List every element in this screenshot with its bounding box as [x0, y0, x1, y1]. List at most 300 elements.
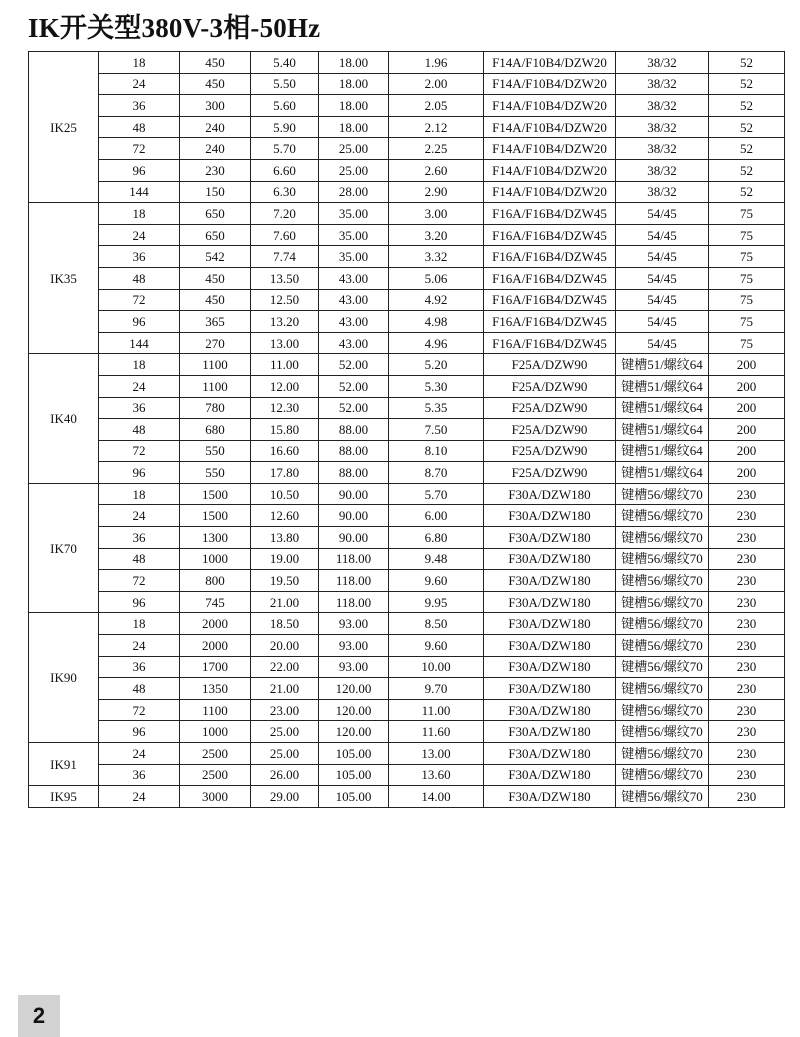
table-cell: 24 — [99, 786, 180, 808]
table-row — [29, 419, 785, 441]
table-cell: 12.30 — [251, 397, 319, 419]
table-cell: 2.90 — [389, 181, 484, 203]
table-cell: 52.00 — [319, 397, 389, 419]
table-cell: 48 — [99, 548, 180, 570]
table-cell: F30A/DZW180 — [484, 721, 616, 743]
table-row — [29, 181, 785, 203]
table-row — [29, 527, 785, 549]
table-cell: F16A/F16B4/DZW45 — [484, 332, 616, 354]
table-cell: F30A/DZW180 — [484, 505, 616, 527]
table-cell: 5.70 — [389, 483, 484, 505]
table-cell: 240 — [180, 116, 251, 138]
table-cell: 键槽56/螺纹70 — [616, 635, 709, 657]
table-cell: 90.00 — [319, 505, 389, 527]
table-cell: 22.00 — [251, 656, 319, 678]
table-cell: F25A/DZW90 — [484, 375, 616, 397]
table-row — [29, 613, 785, 635]
table-cell: 72 — [99, 289, 180, 311]
table-cell: 1500 — [180, 483, 251, 505]
table-row — [29, 635, 785, 657]
table-cell: 270 — [180, 332, 251, 354]
table-cell: F30A/DZW180 — [484, 699, 616, 721]
table-cell: 1350 — [180, 678, 251, 700]
table-cell: 3.20 — [389, 224, 484, 246]
table-row — [29, 764, 785, 786]
table-cell: 230 — [709, 656, 785, 678]
table-cell: 118.00 — [319, 591, 389, 613]
table-cell: 19.00 — [251, 548, 319, 570]
table-cell: 48 — [99, 678, 180, 700]
table-cell: 800 — [180, 570, 251, 592]
table-cell: 230 — [709, 613, 785, 635]
table-cell: 24 — [99, 635, 180, 657]
table-cell: 24 — [99, 375, 180, 397]
table-cell: 25.00 — [319, 138, 389, 160]
table-cell: 3.00 — [389, 203, 484, 225]
table-cell: 680 — [180, 419, 251, 441]
table-cell: 键槽56/螺纹70 — [616, 527, 709, 549]
table-cell: 38/32 — [616, 138, 709, 160]
table-cell: 93.00 — [319, 613, 389, 635]
table-cell: 48 — [99, 419, 180, 441]
table-cell: 7.50 — [389, 419, 484, 441]
table-cell: 54/45 — [616, 311, 709, 333]
table-cell: 10.00 — [389, 656, 484, 678]
table-cell: 38/32 — [616, 73, 709, 95]
table-cell: 150 — [180, 181, 251, 203]
table-row — [29, 591, 785, 613]
table-row — [29, 721, 785, 743]
table-row — [29, 73, 785, 95]
table-cell: F30A/DZW180 — [484, 656, 616, 678]
table-cell: 200 — [709, 375, 785, 397]
page-number: 2 — [18, 995, 60, 1037]
table-cell: 25.00 — [251, 721, 319, 743]
table-row — [29, 678, 785, 700]
model-cell: IK70 — [29, 483, 99, 613]
table-row — [29, 138, 785, 160]
table-cell: 43.00 — [319, 332, 389, 354]
table-cell: 18 — [99, 52, 180, 74]
table-cell: 48 — [99, 267, 180, 289]
table-row — [29, 570, 785, 592]
table-cell: 75 — [709, 332, 785, 354]
table-row — [29, 462, 785, 484]
table-cell: 230 — [709, 483, 785, 505]
table-cell: F30A/DZW180 — [484, 483, 616, 505]
table-cell: 550 — [180, 440, 251, 462]
spec-table-body — [29, 52, 785, 808]
table-cell: 36 — [99, 246, 180, 268]
table-cell: 745 — [180, 591, 251, 613]
table-cell: 1.96 — [389, 52, 484, 74]
table-cell: F30A/DZW180 — [484, 613, 616, 635]
table-cell: 2.60 — [389, 159, 484, 181]
table-cell: 7.74 — [251, 246, 319, 268]
table-cell: 3000 — [180, 786, 251, 808]
model-cell: IK35 — [29, 203, 99, 354]
table-cell: 88.00 — [319, 419, 389, 441]
table-cell: 键槽51/螺纹64 — [616, 354, 709, 376]
table-cell: 54/45 — [616, 332, 709, 354]
table-cell: 450 — [180, 73, 251, 95]
table-cell: F30A/DZW180 — [484, 570, 616, 592]
table-cell: 6.80 — [389, 527, 484, 549]
table-cell: F30A/DZW180 — [484, 635, 616, 657]
table-cell: 1100 — [180, 699, 251, 721]
table-cell: 1700 — [180, 656, 251, 678]
table-cell: 96 — [99, 591, 180, 613]
table-cell: 9.60 — [389, 635, 484, 657]
table-cell: 2.12 — [389, 116, 484, 138]
table-cell: 230 — [709, 570, 785, 592]
table-cell: 1500 — [180, 505, 251, 527]
table-cell: F25A/DZW90 — [484, 419, 616, 441]
table-cell: 52.00 — [319, 354, 389, 376]
table-cell: 4.96 — [389, 332, 484, 354]
table-cell: 88.00 — [319, 462, 389, 484]
table-cell: F30A/DZW180 — [484, 678, 616, 700]
table-cell: 230 — [709, 721, 785, 743]
table-cell: 550 — [180, 462, 251, 484]
table-cell: 200 — [709, 440, 785, 462]
model-cell: IK95 — [29, 786, 99, 808]
table-cell: 43.00 — [319, 311, 389, 333]
table-cell: 14.00 — [389, 786, 484, 808]
table-cell: 38/32 — [616, 181, 709, 203]
table-cell: 24 — [99, 73, 180, 95]
table-cell: 4.92 — [389, 289, 484, 311]
table-cell: 96 — [99, 462, 180, 484]
table-cell: 19.50 — [251, 570, 319, 592]
table-cell: 96 — [99, 159, 180, 181]
table-cell: 54/45 — [616, 289, 709, 311]
table-cell: 25.00 — [251, 743, 319, 765]
table-cell: 18.50 — [251, 613, 319, 635]
table-cell: 键槽56/螺纹70 — [616, 743, 709, 765]
table-cell: 105.00 — [319, 786, 389, 808]
table-cell: 18.00 — [319, 116, 389, 138]
table-cell: 键槽56/螺纹70 — [616, 505, 709, 527]
table-cell: 230 — [709, 764, 785, 786]
table-cell: 5.35 — [389, 397, 484, 419]
table-cell: 650 — [180, 224, 251, 246]
table-cell: 4.98 — [389, 311, 484, 333]
table-cell: F16A/F16B4/DZW45 — [484, 203, 616, 225]
table-cell: 键槽51/螺纹64 — [616, 462, 709, 484]
table-cell: F30A/DZW180 — [484, 786, 616, 808]
table-row — [29, 267, 785, 289]
table-row — [29, 483, 785, 505]
table-cell: 18 — [99, 613, 180, 635]
table-cell: 230 — [709, 786, 785, 808]
table-cell: 90.00 — [319, 483, 389, 505]
table-row — [29, 743, 785, 765]
table-cell: 键槽56/螺纹70 — [616, 764, 709, 786]
table-cell: 118.00 — [319, 548, 389, 570]
table-cell: F16A/F16B4/DZW45 — [484, 311, 616, 333]
table-cell: 52 — [709, 95, 785, 117]
table-cell: 13.80 — [251, 527, 319, 549]
table-cell: F14A/F10B4/DZW20 — [484, 181, 616, 203]
table-cell: 240 — [180, 138, 251, 160]
table-cell: 230 — [709, 635, 785, 657]
table-cell: 7.20 — [251, 203, 319, 225]
table-cell: 23.00 — [251, 699, 319, 721]
table-cell: 1000 — [180, 721, 251, 743]
table-cell: 650 — [180, 203, 251, 225]
table-cell: 18.00 — [319, 95, 389, 117]
table-cell: 11.00 — [389, 699, 484, 721]
table-cell: F14A/F10B4/DZW20 — [484, 116, 616, 138]
table-cell: 230 — [709, 527, 785, 549]
table-cell: 88.00 — [319, 440, 389, 462]
model-cell: IK25 — [29, 52, 99, 203]
table-cell: 21.00 — [251, 678, 319, 700]
table-cell: 75 — [709, 311, 785, 333]
table-cell: 2500 — [180, 743, 251, 765]
table-cell: 36 — [99, 764, 180, 786]
table-cell: 43.00 — [319, 289, 389, 311]
table-cell: 6.30 — [251, 181, 319, 203]
table-cell: 300 — [180, 95, 251, 117]
table-cell: 230 — [709, 699, 785, 721]
table-cell: 120.00 — [319, 699, 389, 721]
table-cell: 24 — [99, 743, 180, 765]
table-cell: 键槽56/螺纹70 — [616, 786, 709, 808]
table-cell: 26.00 — [251, 764, 319, 786]
table-cell: 75 — [709, 246, 785, 268]
table-cell: 230 — [709, 505, 785, 527]
table-cell: 35.00 — [319, 224, 389, 246]
table-row — [29, 289, 785, 311]
table-cell: 54/45 — [616, 224, 709, 246]
table-cell: 键槽56/螺纹70 — [616, 678, 709, 700]
table-cell: 5.90 — [251, 116, 319, 138]
table-cell: 75 — [709, 224, 785, 246]
table-cell: 365 — [180, 311, 251, 333]
table-cell: 18.00 — [319, 73, 389, 95]
table-cell: 键槽51/螺纹64 — [616, 419, 709, 441]
table-cell: 12.50 — [251, 289, 319, 311]
table-cell: 1000 — [180, 548, 251, 570]
table-cell: F14A/F10B4/DZW20 — [484, 138, 616, 160]
table-cell: F16A/F16B4/DZW45 — [484, 246, 616, 268]
table-cell: 48 — [99, 116, 180, 138]
table-cell: F16A/F16B4/DZW45 — [484, 289, 616, 311]
table-cell: 2.00 — [389, 73, 484, 95]
table-cell: F14A/F10B4/DZW20 — [484, 95, 616, 117]
table-cell: 230 — [709, 548, 785, 570]
table-cell: 1300 — [180, 527, 251, 549]
table-cell: 780 — [180, 397, 251, 419]
table-row — [29, 786, 785, 808]
table-cell: 542 — [180, 246, 251, 268]
table-cell: 9.48 — [389, 548, 484, 570]
table-row — [29, 548, 785, 570]
page-title: IK开关型380V-3相-50Hz — [28, 13, 321, 43]
spec-table — [28, 51, 785, 808]
table-cell: F30A/DZW180 — [484, 743, 616, 765]
table-cell: 450 — [180, 52, 251, 74]
table-cell: 200 — [709, 397, 785, 419]
table-cell: 54/45 — [616, 267, 709, 289]
table-cell: 8.50 — [389, 613, 484, 635]
table-cell: 24 — [99, 505, 180, 527]
table-row — [29, 375, 785, 397]
table-cell: 36 — [99, 527, 180, 549]
model-cell: IK90 — [29, 613, 99, 743]
table-row — [29, 699, 785, 721]
table-cell: F14A/F10B4/DZW20 — [484, 73, 616, 95]
table-cell: F14A/F10B4/DZW20 — [484, 159, 616, 181]
table-cell: 5.30 — [389, 375, 484, 397]
table-cell: 105.00 — [319, 743, 389, 765]
table-row — [29, 52, 785, 74]
table-cell: 52.00 — [319, 375, 389, 397]
table-cell: 144 — [99, 332, 180, 354]
model-cell: IK40 — [29, 354, 99, 484]
table-cell: 52 — [709, 159, 785, 181]
table-row — [29, 246, 785, 268]
table-cell: F25A/DZW90 — [484, 354, 616, 376]
table-cell: 12.00 — [251, 375, 319, 397]
table-cell: F25A/DZW90 — [484, 440, 616, 462]
table-cell: 18.00 — [319, 52, 389, 74]
table-cell: 52 — [709, 52, 785, 74]
table-cell: F14A/F10B4/DZW20 — [484, 52, 616, 74]
table-cell: F30A/DZW180 — [484, 591, 616, 613]
table-cell: 12.60 — [251, 505, 319, 527]
table-cell: 144 — [99, 181, 180, 203]
table-cell: 72 — [99, 570, 180, 592]
table-cell: 16.60 — [251, 440, 319, 462]
table-cell: 52 — [709, 138, 785, 160]
table-cell: 230 — [180, 159, 251, 181]
table-cell: 5.20 — [389, 354, 484, 376]
model-cell: IK91 — [29, 743, 99, 786]
table-cell: 230 — [709, 743, 785, 765]
table-cell: 9.60 — [389, 570, 484, 592]
table-cell: 230 — [709, 678, 785, 700]
table-cell: F25A/DZW90 — [484, 462, 616, 484]
table-cell: 13.00 — [251, 332, 319, 354]
table-cell: 38/32 — [616, 159, 709, 181]
table-cell: 118.00 — [319, 570, 389, 592]
table-cell: 96 — [99, 311, 180, 333]
table-cell: 9.95 — [389, 591, 484, 613]
table-cell: F16A/F16B4/DZW45 — [484, 267, 616, 289]
table-cell: 52 — [709, 116, 785, 138]
table-cell: 13.00 — [389, 743, 484, 765]
table-cell: 38/32 — [616, 95, 709, 117]
table-row — [29, 332, 785, 354]
table-cell: 20.00 — [251, 635, 319, 657]
table-cell: 键槽56/螺纹70 — [616, 721, 709, 743]
table-cell: 75 — [709, 203, 785, 225]
table-cell: 29.00 — [251, 786, 319, 808]
table-cell: F30A/DZW180 — [484, 548, 616, 570]
table-cell: 28.00 — [319, 181, 389, 203]
table-cell: 35.00 — [319, 203, 389, 225]
table-cell: 13.20 — [251, 311, 319, 333]
table-cell: 11.60 — [389, 721, 484, 743]
table-cell: 93.00 — [319, 635, 389, 657]
table-cell: F25A/DZW90 — [484, 397, 616, 419]
table-cell: 15.80 — [251, 419, 319, 441]
table-cell: 38/32 — [616, 116, 709, 138]
table-row — [29, 354, 785, 376]
table-cell: 75 — [709, 289, 785, 311]
table-cell: 键槽51/螺纹64 — [616, 397, 709, 419]
table-row — [29, 203, 785, 225]
table-cell: 11.00 — [251, 354, 319, 376]
table-cell: 120.00 — [319, 678, 389, 700]
table-cell: 键槽56/螺纹70 — [616, 548, 709, 570]
table-cell: 5.70 — [251, 138, 319, 160]
table-cell: 键槽56/螺纹70 — [616, 591, 709, 613]
table-cell: 键槽51/螺纹64 — [616, 440, 709, 462]
table-cell: 1100 — [180, 354, 251, 376]
table-cell: 13.50 — [251, 267, 319, 289]
table-cell: 105.00 — [319, 764, 389, 786]
table-cell: 25.00 — [319, 159, 389, 181]
table-cell: 75 — [709, 267, 785, 289]
table-cell: 8.70 — [389, 462, 484, 484]
table-cell: 52 — [709, 73, 785, 95]
table-cell: 键槽51/螺纹64 — [616, 375, 709, 397]
table-cell: 200 — [709, 354, 785, 376]
table-cell: 键槽56/螺纹70 — [616, 656, 709, 678]
table-cell: 2500 — [180, 764, 251, 786]
table-cell: 96 — [99, 721, 180, 743]
table-cell: 键槽56/螺纹70 — [616, 570, 709, 592]
table-cell: 72 — [99, 699, 180, 721]
table-cell: 6.00 — [389, 505, 484, 527]
table-cell: 17.80 — [251, 462, 319, 484]
table-cell: 93.00 — [319, 656, 389, 678]
table-cell: 230 — [709, 591, 785, 613]
table-row — [29, 95, 785, 117]
table-cell: 24 — [99, 224, 180, 246]
table-cell: 38/32 — [616, 52, 709, 74]
table-cell: 120.00 — [319, 721, 389, 743]
table-cell: 36 — [99, 95, 180, 117]
table-cell: 6.60 — [251, 159, 319, 181]
table-cell: 5.06 — [389, 267, 484, 289]
table-cell: 18 — [99, 354, 180, 376]
table-cell: 200 — [709, 419, 785, 441]
table-cell: 键槽56/螺纹70 — [616, 483, 709, 505]
table-cell: 10.50 — [251, 483, 319, 505]
table-cell: 43.00 — [319, 267, 389, 289]
table-cell: 450 — [180, 289, 251, 311]
table-row — [29, 311, 785, 333]
table-cell: 7.60 — [251, 224, 319, 246]
table-cell: 2.25 — [389, 138, 484, 160]
table-cell: 450 — [180, 267, 251, 289]
table-cell: 72 — [99, 138, 180, 160]
table-cell: 13.60 — [389, 764, 484, 786]
table-cell: 2.05 — [389, 95, 484, 117]
table-cell: F30A/DZW180 — [484, 764, 616, 786]
table-cell: 9.70 — [389, 678, 484, 700]
table-cell: F16A/F16B4/DZW45 — [484, 224, 616, 246]
table-row — [29, 224, 785, 246]
table-cell: 54/45 — [616, 246, 709, 268]
table-row — [29, 505, 785, 527]
table-cell: 21.00 — [251, 591, 319, 613]
